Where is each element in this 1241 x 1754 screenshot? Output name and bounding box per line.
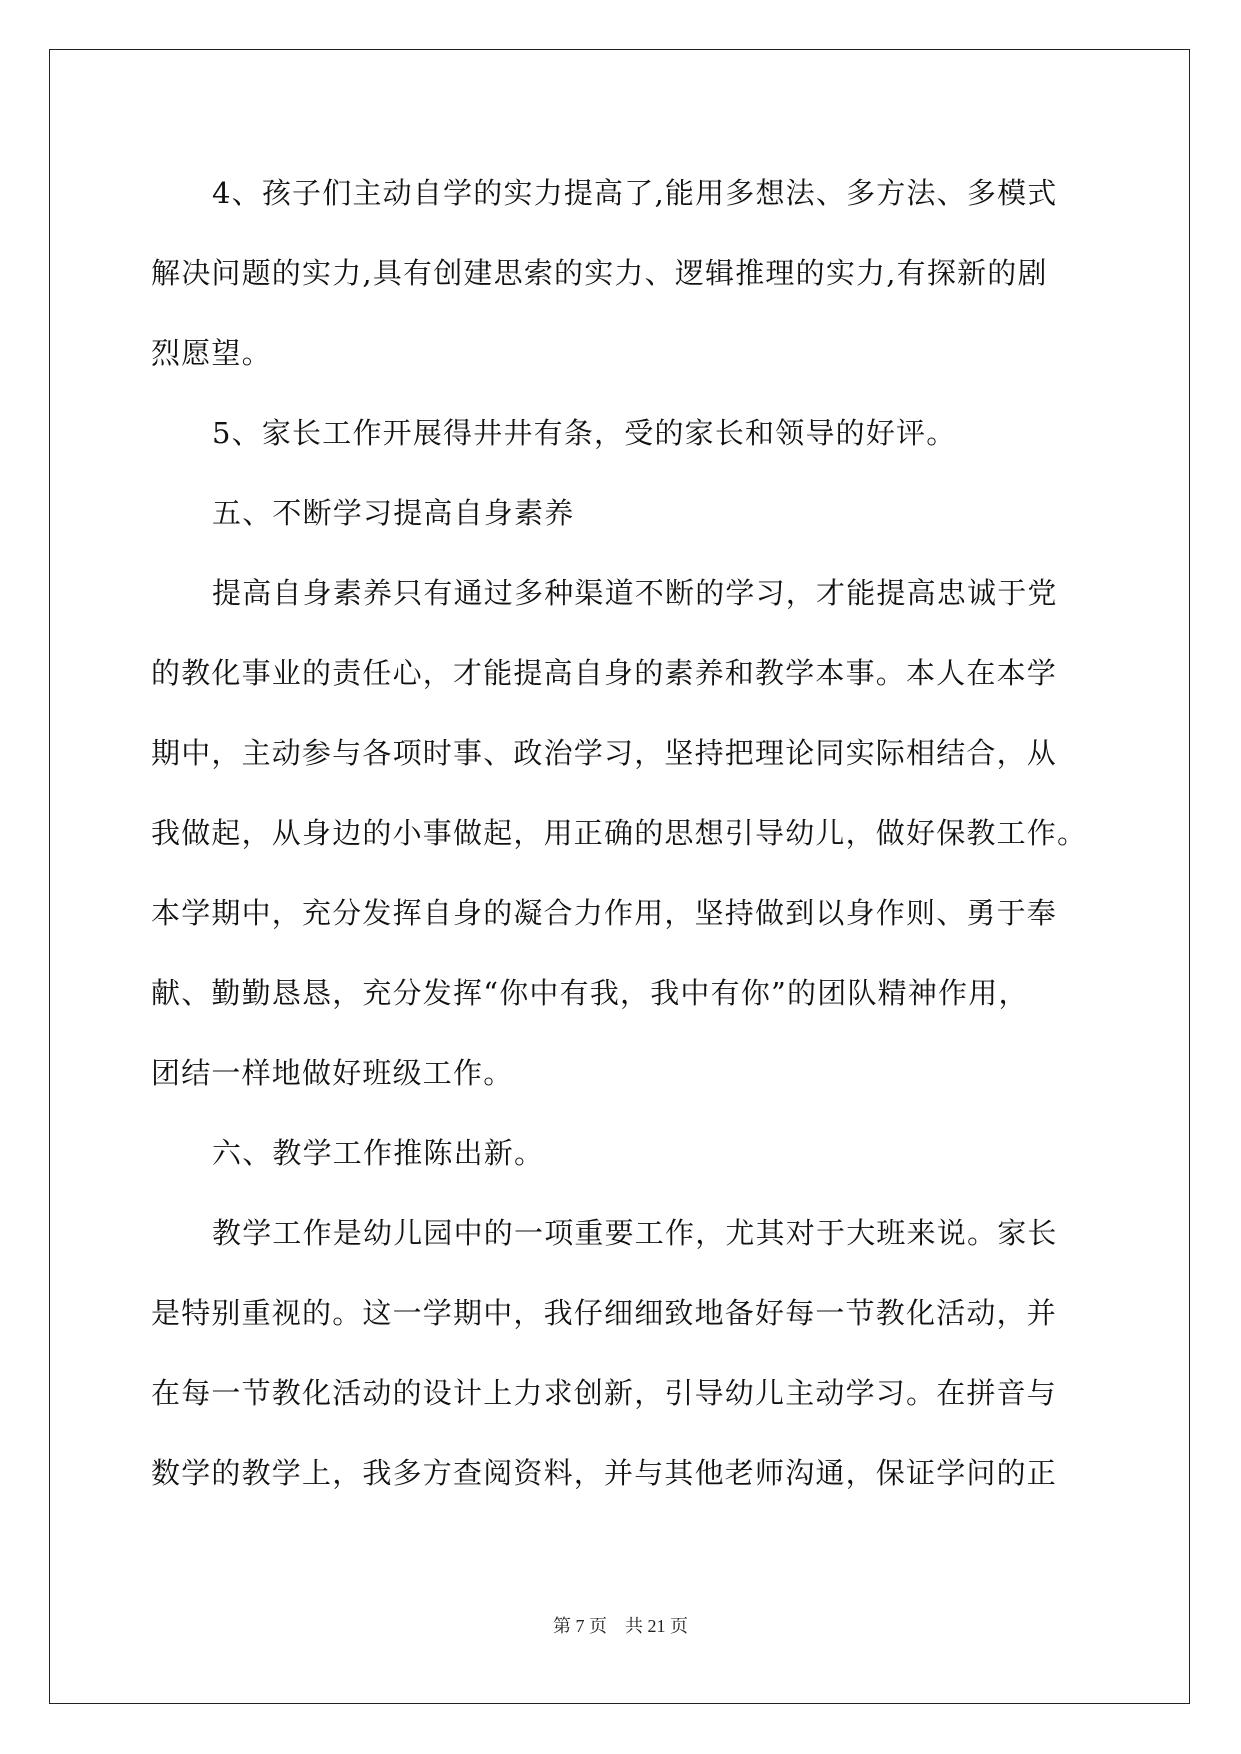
section-5-line-6: 献、勤勤恳恳，充分发挥“你中有我，我中有你”的团队精神作用， [151, 976, 1029, 1010]
section-6-line-3: 在每一节教化活动的设计上力求创新，引导幼儿主动学习。在拼音与 [151, 1376, 1058, 1410]
total-pages: 共 21 页 [625, 1616, 688, 1636]
section-6-line-4: 数学的教学上，我多方查阅资料，并与其他老师沟通，保证学问的正 [151, 1456, 1058, 1490]
section-5-line-5: 本学期中，充分发挥自身的凝合力作用，坚持做到以身作则、勇于奉 [151, 896, 1058, 930]
section-heading-5: 五、不断学习提高自身素养 [212, 496, 575, 530]
paragraph-4-line-2: 解决问题的实力,具有创建思索的实力、逻辑推理的实力,有探新的剧 [151, 256, 1048, 290]
paragraph-4-line-3: 烈愿望。 [151, 336, 272, 370]
section-5-line-2: 的教化事业的责任心，才能提高自身的素养和教学本事。本人在本学 [151, 656, 1058, 690]
paragraph-5-line-1: 5、家长工作开展得井井有条，受的家长和领导的好评。 [212, 416, 957, 450]
section-5-line-3: 期中，主动参与各项时事、政治学习，坚持把理论同实际相结合，从 [151, 736, 1058, 770]
section-6-line-2: 是特别重视的。这一学期中，我仔细细致地备好每一节教化活动，并 [151, 1296, 1058, 1330]
section-6-line-1: 教学工作是幼儿园中的一项重要工作，尤其对于大班来说。家长 [212, 1216, 1058, 1250]
page-footer [0, 1612, 1241, 1638]
paragraph-4-line-1: 4、孩子们主动自学的实力提高了,能用多想法、多方法、多模式 [212, 176, 1058, 210]
section-heading-6: 六、教学工作推陈出新。 [212, 1136, 545, 1170]
page-number: 第 7 页 [553, 1616, 607, 1636]
section-5-line-7: 团结一样地做好班级工作。 [151, 1056, 514, 1090]
section-5-line-4: 我做起，从身边的小事做起，用正确的思想引导幼儿，做好保教工作。 [151, 816, 1088, 850]
section-5-line-1: 提高自身素养只有通过多种渠道不断的学习，才能提高忠诚于党 [212, 576, 1058, 610]
